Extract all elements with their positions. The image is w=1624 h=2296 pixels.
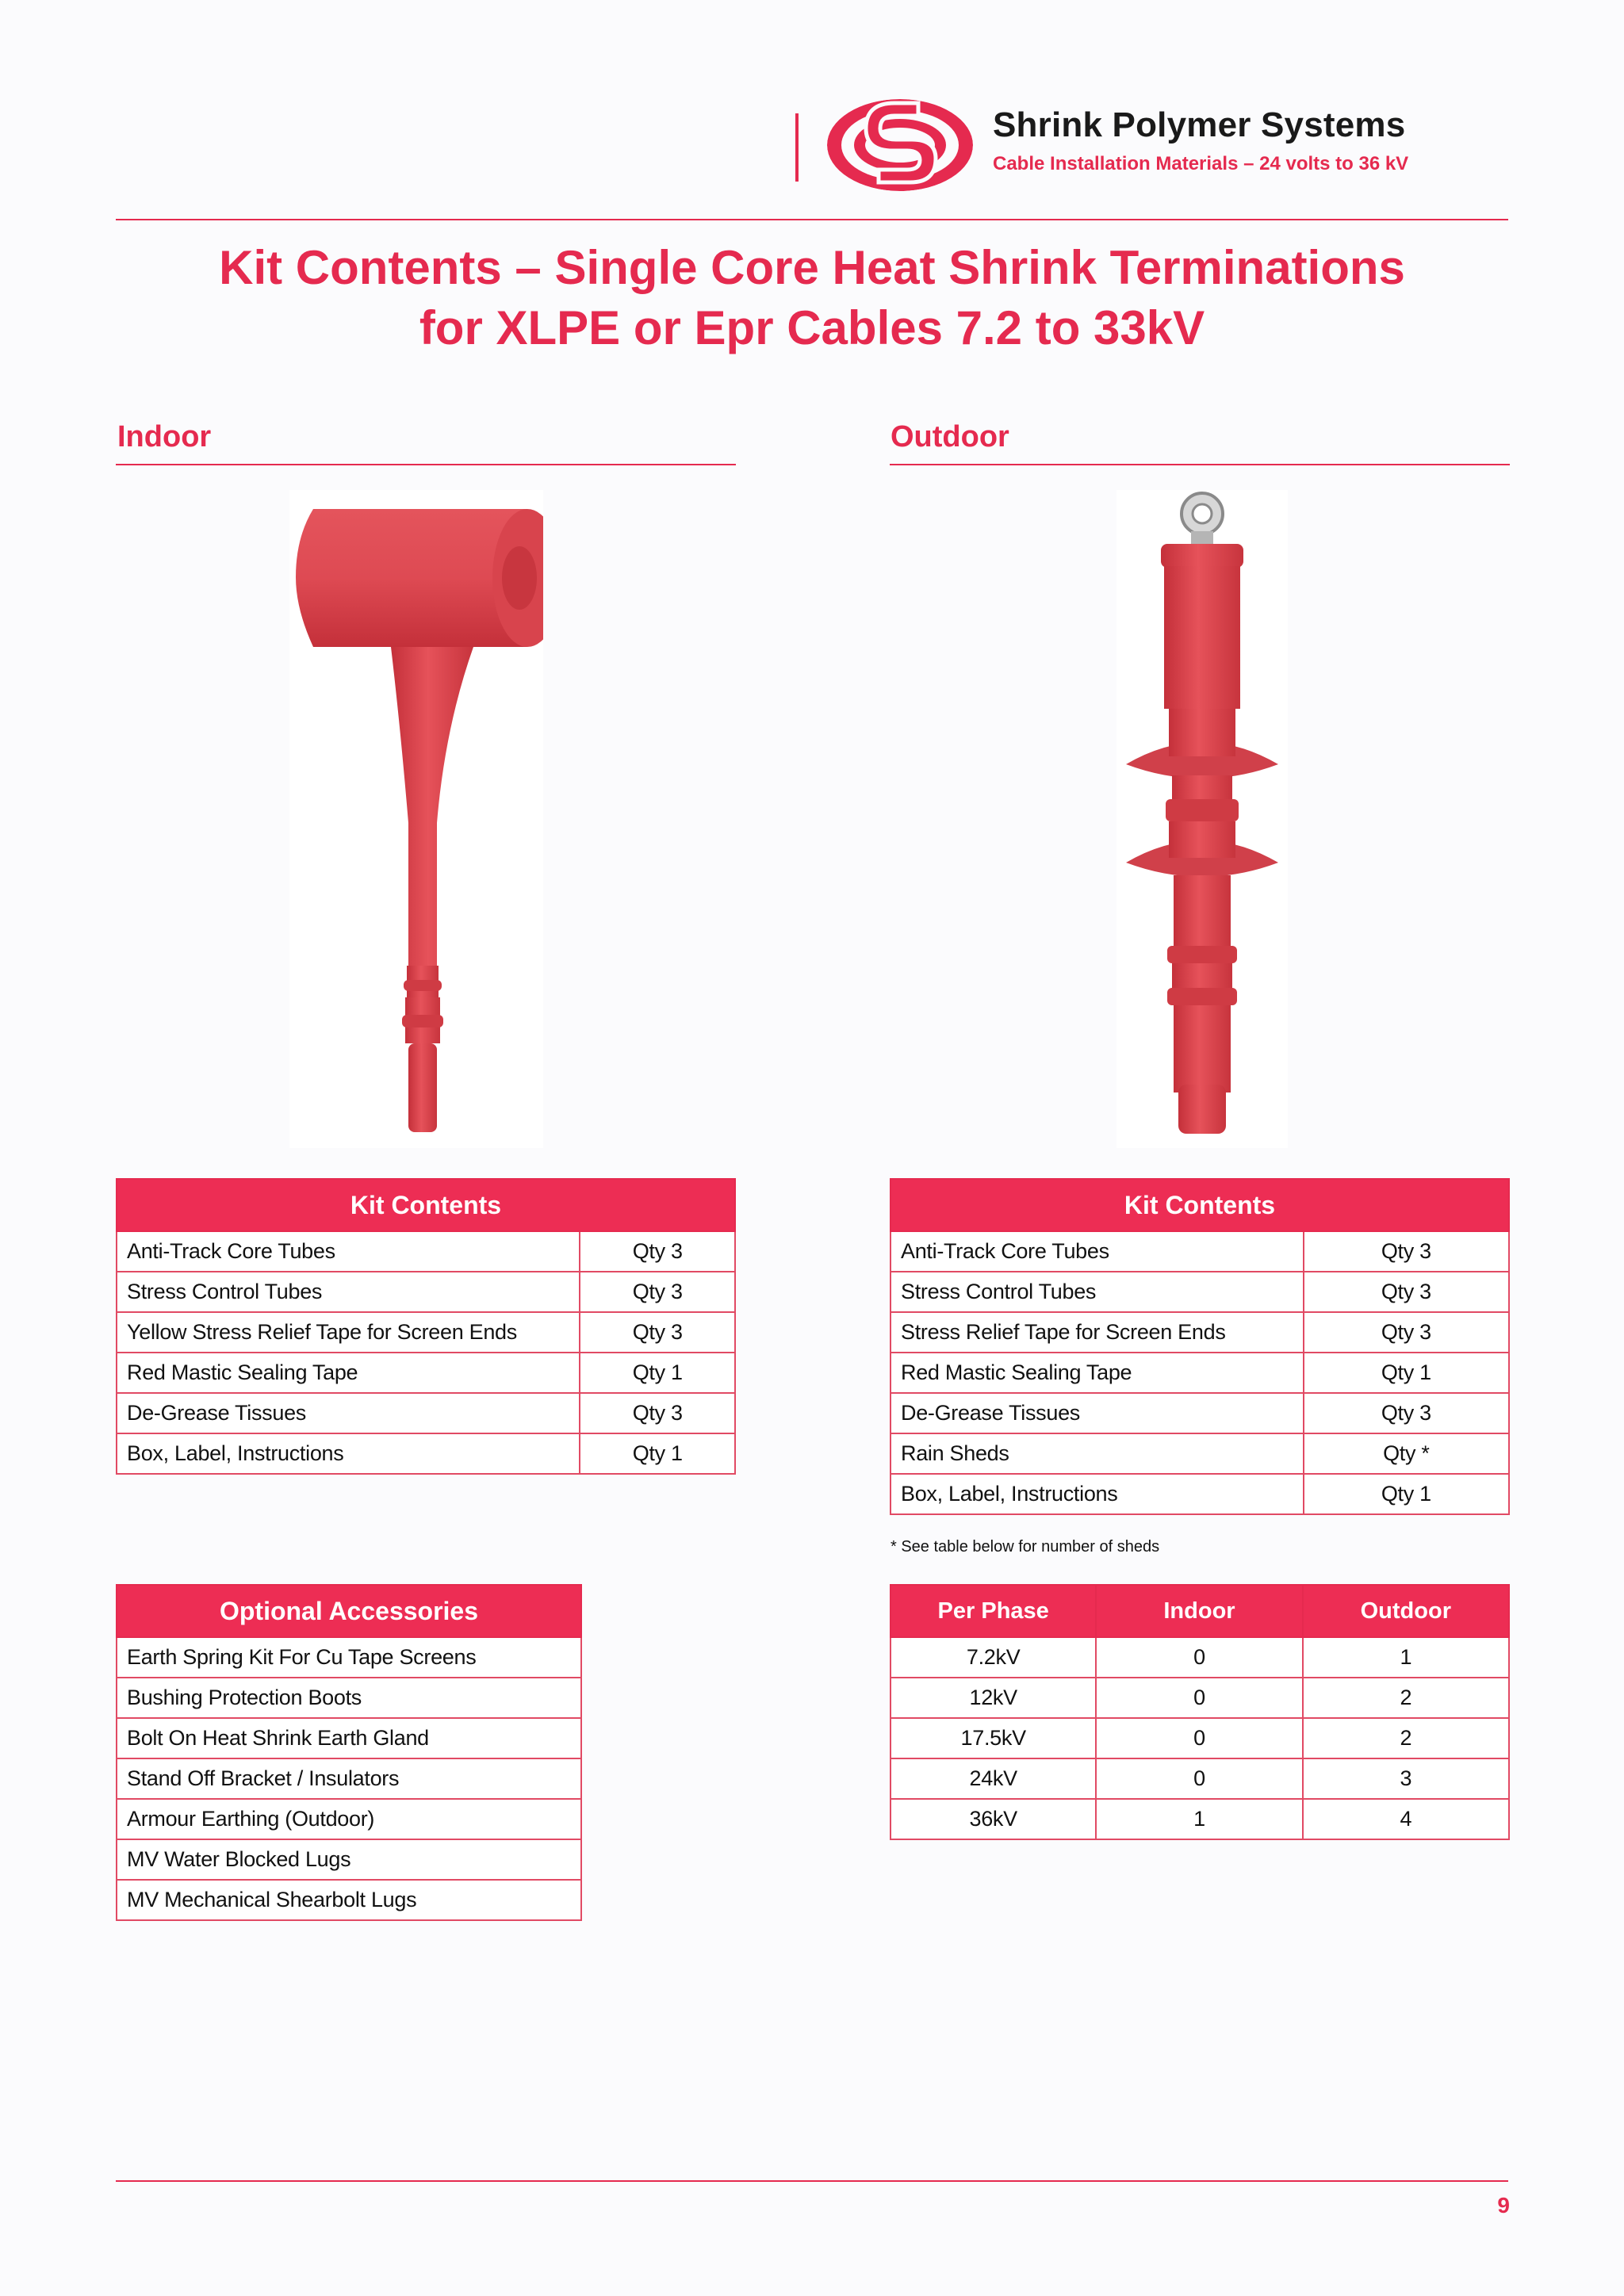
- kit-item: De-Grease Tissues: [117, 1393, 580, 1433]
- kit-qty: Qty 3: [580, 1272, 735, 1312]
- table-row: [117, 1678, 581, 1718]
- brand-tagline: Cable Installation Materials – 24 volts to 36 kV: [993, 153, 1409, 174]
- outdoor-kit-header: Kit Contents: [891, 1179, 1509, 1231]
- outdoor-kit-table: [890, 1178, 1510, 1515]
- cell-outdoor: 2: [1303, 1718, 1509, 1758]
- cell-indoor: 1: [1096, 1799, 1302, 1839]
- kit-item: Red Mastic Sealing Tape: [891, 1353, 1304, 1393]
- kit-item: Stress Control Tubes: [891, 1272, 1304, 1312]
- outdoor-heading: Outdoor: [891, 420, 1009, 453]
- accessory-item: Armour Earthing (Outdoor): [117, 1799, 581, 1839]
- table-row: [891, 1312, 1509, 1353]
- kit-qty: Qty 1: [1304, 1353, 1509, 1393]
- cell-outdoor: 4: [1303, 1799, 1509, 1839]
- sheds-per-phase-table: [890, 1584, 1510, 1840]
- accessory-item: Bushing Protection Boots: [117, 1678, 581, 1718]
- table-row: [117, 1718, 581, 1758]
- accessory-item: Bolt On Heat Shrink Earth Gland: [117, 1718, 581, 1758]
- kit-item: Anti-Track Core Tubes: [891, 1231, 1304, 1272]
- table-row: [891, 1353, 1509, 1393]
- table-row: [891, 1272, 1509, 1312]
- sheds-footnote: * See table below for number of sheds: [891, 1538, 1160, 1556]
- table-row: [117, 1312, 735, 1353]
- kit-item: De-Grease Tissues: [891, 1393, 1304, 1433]
- optional-accessories-table: [116, 1584, 582, 1921]
- cell-indoor: 0: [1096, 1718, 1302, 1758]
- logo-divider: [795, 113, 799, 182]
- indoor-kit-table: [116, 1178, 736, 1475]
- cell-outdoor: 1: [1303, 1637, 1509, 1678]
- kit-qty: Qty 3: [1304, 1272, 1509, 1312]
- cell-phase: 12kV: [891, 1678, 1096, 1718]
- accessory-item: Earth Spring Kit For Cu Tape Screens: [117, 1637, 581, 1678]
- page-title-line-2: for XLPE or Epr Cables 7.2 to 33kV: [419, 301, 1205, 354]
- table-row: [117, 1839, 581, 1880]
- cell-indoor: 0: [1096, 1637, 1302, 1678]
- cell-outdoor: 3: [1303, 1758, 1509, 1799]
- accessory-item: MV Water Blocked Lugs: [117, 1839, 581, 1880]
- cell-phase: 36kV: [891, 1799, 1096, 1839]
- footer-rule: [116, 2180, 1508, 2182]
- indoor-rule: [116, 464, 736, 465]
- col-indoor: Indoor: [1096, 1585, 1302, 1637]
- outdoor-termination-image: [1116, 490, 1288, 1148]
- kit-qty: Qty 3: [1304, 1312, 1509, 1353]
- table-row: [891, 1678, 1509, 1718]
- kit-item: Box, Label, Instructions: [891, 1474, 1304, 1514]
- table-row: [117, 1880, 581, 1920]
- table-row: [117, 1231, 735, 1272]
- cell-phase: 24kV: [891, 1758, 1096, 1799]
- cell-indoor: 0: [1096, 1758, 1302, 1799]
- kit-qty: Qty 1: [1304, 1474, 1509, 1514]
- table-row: [117, 1799, 581, 1839]
- page-title: [117, 238, 1507, 358]
- table-row: [891, 1758, 1509, 1799]
- table-row: [891, 1433, 1509, 1474]
- indoor-kit-header: Kit Contents: [117, 1179, 735, 1231]
- table-row: [117, 1758, 581, 1799]
- table-row: [891, 1637, 1509, 1678]
- kit-qty: Qty 1: [580, 1353, 735, 1393]
- outdoor-rule: [890, 464, 1510, 465]
- table-row: [891, 1799, 1509, 1839]
- kit-item: Stress Control Tubes: [117, 1272, 580, 1312]
- cell-phase: 17.5kV: [891, 1718, 1096, 1758]
- kit-item: Yellow Stress Relief Tape for Screen Ends: [117, 1312, 580, 1353]
- kit-item: Stress Relief Tape for Screen Ends: [891, 1312, 1304, 1353]
- brand-name: Shrink Polymer Systems: [993, 105, 1406, 144]
- kit-qty: Qty 3: [1304, 1231, 1509, 1272]
- table-row: [891, 1393, 1509, 1433]
- kit-qty: Qty 1: [580, 1433, 735, 1474]
- kit-item: Red Mastic Sealing Tape: [117, 1353, 580, 1393]
- cell-phase: 7.2kV: [891, 1637, 1096, 1678]
- kit-item: Rain Sheds: [891, 1433, 1304, 1474]
- cell-indoor: 0: [1096, 1678, 1302, 1718]
- table-row: [891, 1231, 1509, 1272]
- accessory-item: MV Mechanical Shearbolt Lugs: [117, 1880, 581, 1920]
- page-title-line-1: Kit Contents – Single Core Heat Shrink Terminations: [219, 241, 1405, 294]
- kit-item: Box, Label, Instructions: [117, 1433, 580, 1474]
- col-outdoor: Outdoor: [1303, 1585, 1509, 1637]
- kit-qty: Qty 3: [580, 1393, 735, 1433]
- table-row: [891, 1718, 1509, 1758]
- table-row: [117, 1637, 581, 1678]
- page-number: 9: [1497, 2193, 1510, 2218]
- table-row: [117, 1433, 735, 1474]
- table-row: [891, 1474, 1509, 1514]
- indoor-heading: Indoor: [117, 420, 212, 453]
- header-rule: [116, 219, 1508, 220]
- accessories-header: Optional Accessories: [117, 1585, 581, 1637]
- kit-qty: Qty 3: [580, 1312, 735, 1353]
- cell-outdoor: 2: [1303, 1678, 1509, 1718]
- company-logo: [825, 94, 975, 197]
- kit-qty: Qty 3: [1304, 1393, 1509, 1433]
- table-row: [117, 1353, 735, 1393]
- kit-qty: Qty *: [1304, 1433, 1509, 1474]
- kit-qty: Qty 3: [580, 1231, 735, 1272]
- table-row: [117, 1272, 735, 1312]
- table-row: [117, 1393, 735, 1433]
- accessory-item: Stand Off Bracket / Insulators: [117, 1758, 581, 1799]
- kit-item: Anti-Track Core Tubes: [117, 1231, 580, 1272]
- col-per-phase: Per Phase: [891, 1585, 1096, 1637]
- indoor-termination-image: [289, 490, 543, 1148]
